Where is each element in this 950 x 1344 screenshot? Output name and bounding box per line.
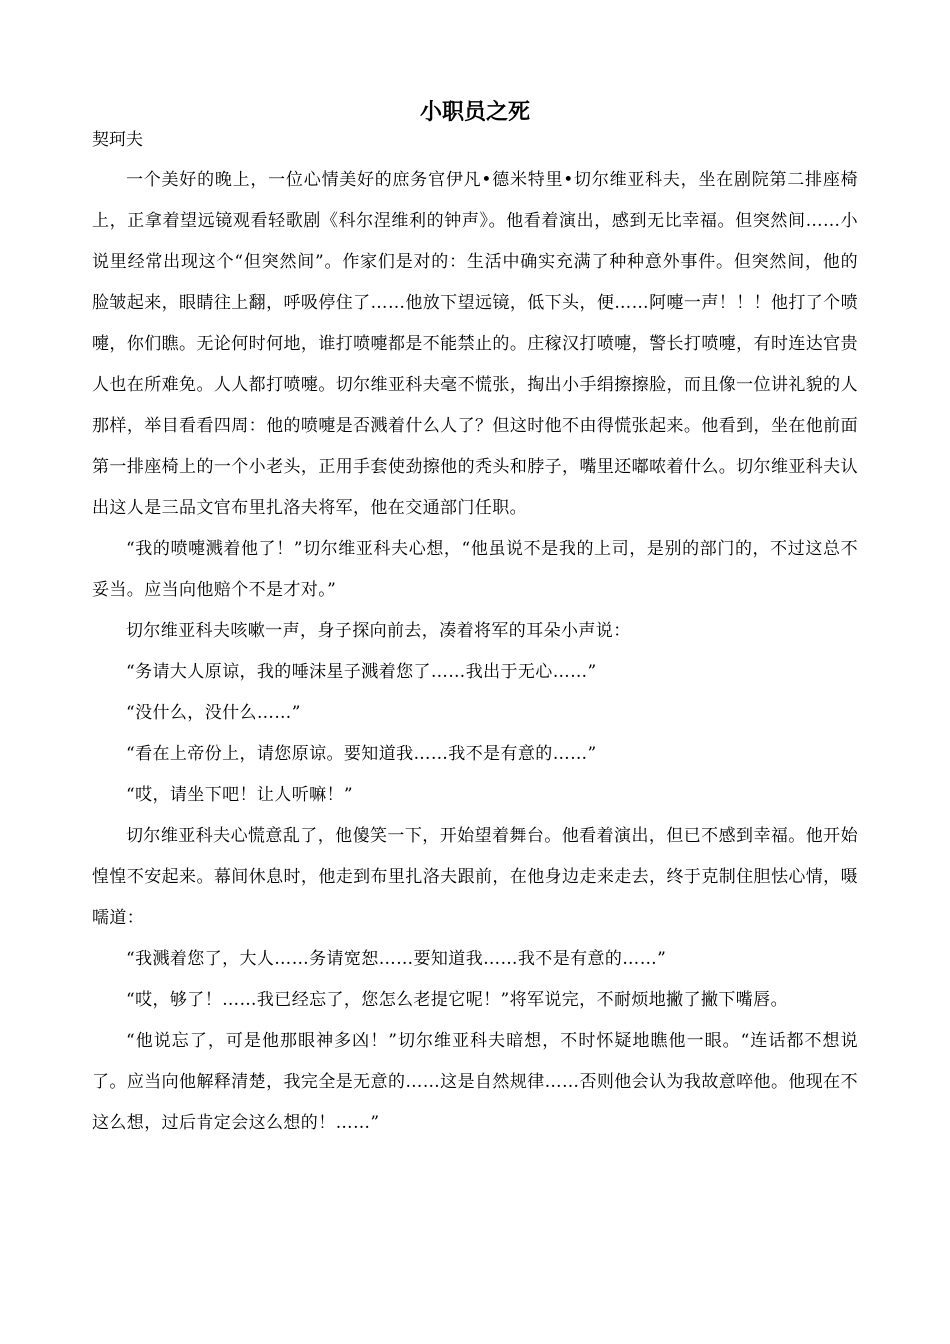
paragraph: 切尔维亚科夫心慌意乱了，他傻笑一下，开始望着舞台。他看着演出，但已不感到幸福。他开始惶惶不安起来。幕间休息时，他走到布里扎洛夫跟前，在他身边走来走去，终于克制住胆怯心情，嗫嚅道： <box>92 826 858 928</box>
paragraph: “看在上帝份上，请您原谅。要知道我……我不是有意的……” <box>126 744 597 764</box>
paragraph: 切尔维亚科夫咳嗽一声，身子探向前去，凑着将军的耳朵小声说： <box>126 621 631 641</box>
document-title: 小职员之死 <box>419 100 530 125</box>
paragraph: “哎，够了！……我已经忘了，您怎么老提它呢！”将军说完，不耐烦地撇了撇下嘴唇。 <box>126 990 788 1010</box>
paragraph: “务请大人原谅，我的唾沫星子溅着您了……我出于无心……” <box>126 662 597 682</box>
author-name: 契珂夫 <box>92 130 143 150</box>
paragraph: “我的喷嚏溅着他了！”切尔维亚科夫心想，“他虽说不是我的上司，是别的部门的，不过这总不妥当。应当向他赔个不是才对。” <box>92 539 858 600</box>
paragraph: “哎，请坐下吧！让人听嘛！” <box>126 785 353 805</box>
paragraph: 一个美好的晚上，一位心情美好的庶务官伊凡•德米特里•切尔维亚科夫，坐在剧院第二排座椅上，正拿着望远镜观看轻歌剧《科尔涅维利的钟声》。他看着演出，感到无比幸福。但突然间……小说里经常出现这个“但突然间”。作家们是对的：生活中确实充满了种种意外事件。但突然间，他的脸皱起来，眼睛往上翻，呼吸停住了……他放下望远镜，低下头，便……阿嚏一声！！！他打了个喷嚏，你们瞧。无论何时何地，谁打喷嚏都是不能禁止的。庄稼汉打喷嚏，警长打喷嚏，有时连达官贵人也在所难免。人人都打喷嚏。切尔维亚科夫毫不慌张，掏出小手绢擦擦脸，而且像一位讲礼貌的人那样，举目看看四周：他的喷嚏是否溅着什么人了？但这时他不由得慌张起来。他看到，坐在他前面第一排座椅上的一个小老头，正用手套使劲擦他的秃头和脖子，嘴里还嘟哝着什么。切尔维亚科夫认出这人是三品文官布里扎洛夫将军，他在交通部门任职。 <box>92 170 858 518</box>
body-text <box>92 160 858 1144</box>
paragraph: “没什么，没什么……” <box>126 703 301 723</box>
paragraph: “他说忘了，可是他那眼神多凶！”切尔维亚科夫暗想，不时怀疑地瞧他一眼。“连话都不想说了。应当向他解释清楚，我完全是无意的……这是自然规律……否则他会认为我故意啐他。他现在不这么想，过后肯定会这么想的！……” <box>92 1031 858 1133</box>
paragraph: “我溅着您了，大人……务请宽恕……要知道我……我不是有意的……” <box>126 949 667 969</box>
